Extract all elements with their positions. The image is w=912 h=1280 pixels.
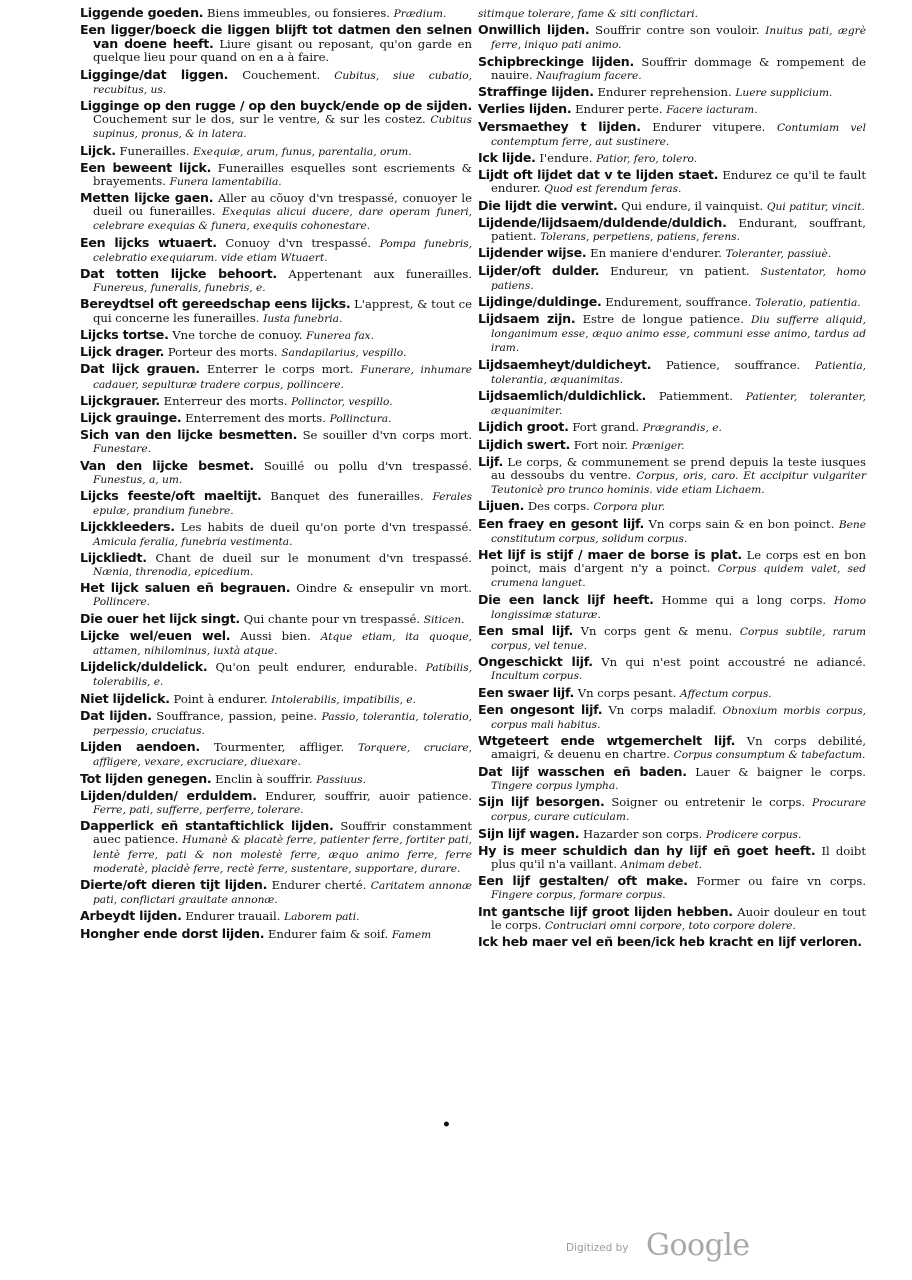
latin-equivalent: Prædium. (393, 8, 447, 20)
latin-equivalent: Laborem pati. (284, 911, 360, 924)
french-definition: Couchement. (242, 67, 321, 82)
french-definition: Liure gisant ou reposant, qu'on garde en quelque lieu pour quand on en a à faire. (93, 37, 472, 65)
headword: Ick lijde. (478, 149, 536, 165)
latin-equivalent: Famem (391, 928, 432, 941)
dictionary-entry (478, 703, 866, 732)
french-definition: Enterrement des morts. (185, 411, 326, 426)
headword: Lijdsaemheyt/duldicheyt. (478, 356, 652, 372)
dictionary-entry (80, 819, 472, 875)
latin-equivalent: Caritatem annonæ pati, conflictari grauitate annonæ. (93, 879, 473, 906)
latin-equivalent: Patienter, toleranter, æquanimiter. (491, 391, 867, 418)
french-definition: Endurer perte. (575, 102, 663, 117)
latin-equivalent: Passio, tolerantia, toleratio, perpessio, cruciatus. (93, 710, 472, 737)
dictionary-entry (478, 85, 866, 100)
headword: Hy is meer schuldich dan hy lijf eñ goet heeft. (478, 842, 816, 858)
latin-equivalent: Affectum corpus. (679, 687, 772, 700)
french-definition: Patiemment. (658, 389, 733, 404)
dictionary-entry (478, 765, 866, 793)
headword: Die lijdt die verwint. (478, 197, 618, 213)
dictionary-entry (80, 191, 472, 233)
headword: Dat lijf wasschen eñ baden. (478, 763, 687, 779)
french-definition: Vn qui n'est point accoustré ne adiancé. (601, 655, 866, 670)
headword: Die een lanck lijf heeft. (478, 591, 654, 607)
headword: Van den lijcke besmet. (80, 457, 254, 473)
french-definition: Se souiller d'vn corps mort. (302, 428, 473, 443)
headword: Het lijf is stijf / maer de borse is plat. (478, 547, 742, 563)
latin-equivalent: Naufragium facere. (536, 69, 642, 82)
dictionary-entry (478, 624, 866, 653)
latin-equivalent: Corpus subtile, rarum corpus, vel tenue. (491, 625, 866, 653)
headword: Een beweent lijck. (80, 159, 212, 175)
french-definition: Chant de dueil sur le monument d'vn trespassé. (155, 550, 472, 565)
dictionary-entry (80, 909, 472, 924)
headword: Lijdich swert. (478, 436, 570, 452)
headword: Versmaethey t lijden. (478, 118, 641, 134)
french-definition: I'endure. (539, 150, 593, 165)
dictionary-entry (80, 551, 472, 579)
french-definition: Funerailles esquelles sont escriements & brayements. (93, 160, 473, 188)
french-definition: En maniere d'endurer. (590, 246, 722, 261)
french-definition: Appertenant aux funerailles. (288, 267, 473, 282)
left-column (80, 6, 472, 944)
french-definition: Porteur des morts. (167, 345, 278, 360)
french-definition: Qu'on peult endurer, endurable. (215, 660, 418, 675)
french-definition: Vn corps sain & en bon poinct. (648, 516, 835, 531)
latin-equivalent: Siticen. (423, 613, 465, 626)
french-definition: Enclin à souffrir. (215, 771, 313, 786)
headword: Lijcke wel/euen wel. (80, 627, 231, 643)
headword: Lijf. (478, 454, 503, 469)
dictionary-entry (478, 593, 866, 622)
headword: Sijn lijf wagen. (478, 825, 580, 841)
latin-equivalent: Funestus, a, um. (93, 473, 183, 486)
headword: Lijuen. (478, 498, 525, 514)
dictionary-entry (478, 499, 866, 514)
headword: Onwillich lijden. (478, 22, 590, 38)
latin-equivalent: Luere supplicium. (735, 87, 833, 100)
headword: Lijdsaemlich/duldichlick. (478, 388, 647, 404)
headword: Ligginge op den rugge / op den buyck/ende op de sijden. (80, 98, 472, 114)
dictionary-entry (478, 312, 866, 355)
french-definition: Auoir douleur en tout le corps. (491, 904, 866, 932)
dictionary-entry (478, 548, 866, 590)
latin-equivalent: Sustentator, homo patiens. (491, 265, 866, 292)
dictionary-entry (80, 428, 472, 456)
headword: Lijcks tortse. (80, 326, 169, 342)
headword: Ligginge/dat liggen. (80, 66, 229, 82)
dictionary-entry (80, 99, 472, 141)
headword: Een smal lijf. (478, 622, 574, 638)
french-definition: Vn corps maladif. (608, 703, 717, 717)
headword: Lijcks feeste/oft maeltijt. (80, 488, 262, 504)
french-definition: Enterrer le corps mort. (206, 362, 354, 377)
dictionary-entry (80, 394, 472, 409)
french-definition: Tourmenter, affliger. (213, 740, 345, 755)
dictionary-entry (80, 345, 472, 360)
dictionary-entry (80, 267, 472, 295)
french-definition: Funerailles. (119, 143, 190, 158)
dictionary-entry (478, 874, 866, 902)
dictionary-entry (478, 795, 866, 824)
dictionary-entry (80, 6, 472, 21)
latin-equivalent: Pollinctura. (329, 413, 392, 426)
french-definition: Souillé ou pollu d'vn trespassé. (263, 458, 473, 473)
headword: Wtgeteert ende wtgemerchelt lijf. (478, 733, 736, 749)
headword: Sich van den lijcke besmetten. (80, 427, 298, 443)
headword: Lijden/dulden/ erduldem. (80, 787, 257, 803)
latin-equivalent: Qui patitur, vincit. (766, 200, 865, 213)
dictionary-entry (80, 144, 472, 159)
french-definition: Banquet des funerailles. (270, 489, 424, 504)
french-definition: Endurer trauail. (185, 909, 281, 924)
dictionary-entry (478, 905, 866, 933)
french-definition: Vne torche de conuoy. (172, 327, 303, 342)
latin-equivalent: Iusta funebria. (263, 312, 343, 325)
latin-equivalent: Cubitus supinus, pronus, & in latera. (93, 114, 472, 141)
latin-equivalent: Exequiæ, arum, funus, parentalia, orum. (193, 145, 412, 158)
latin-equivalent: Animam debet. (620, 858, 703, 871)
dictionary-entry (478, 168, 866, 196)
latin-equivalent: Pollinctor, vespillo. (291, 395, 393, 408)
french-definition: Vn corps debilité, amaigri, & deuenu en chartre. (491, 734, 867, 762)
headword: Sijn lijf besorgen. (478, 794, 605, 810)
latin-equivalent: Funerare, inhumare cadauer, sepulturæ tradere corpus, pollincere. (93, 364, 473, 391)
latin-equivalent: Ferre, pati, sufferre, perferre, tolerare. (93, 804, 304, 817)
dictionary-entry (478, 420, 866, 435)
french-definition: Le corps, & communement se prend depuis la teste iusques au dessoubs du ventre. (491, 455, 866, 483)
latin-equivalent: Diu sufferre aliquid, longanimum esse, æquo animo esse, communi esse animo, tardus ad iram. (491, 314, 867, 355)
latin-equivalent: Funereus, funeralis, funebris, e. (93, 282, 266, 295)
latin-equivalent: Torquere, cruciare, affligere, vexare, excruciare, diuexare. (93, 742, 472, 769)
headword: Lijck drager. (80, 344, 165, 360)
dictionary-entry (80, 68, 472, 97)
headword: Lijdsaem zijn. (478, 311, 576, 327)
french-definition: Endureur, vn patient. (610, 263, 750, 278)
dictionary-entry (80, 328, 472, 343)
dictionary-entry (80, 789, 472, 817)
headword: Lijdt oft lijdet dat v te lijden staet. (478, 167, 719, 183)
french-definition: Fort grand. (572, 420, 640, 435)
latin-equivalent: Pollincere. (93, 596, 150, 609)
dictionary-entry (478, 6, 866, 21)
dictionary-entry (478, 358, 866, 387)
french-definition: Il doibt plus qu'il n'a vaillant. (491, 843, 867, 871)
headword: Lijdich groot. (478, 419, 569, 435)
dictionary-entry (80, 692, 472, 707)
dictionary-entry (80, 236, 472, 265)
dictionary-entry (80, 927, 472, 942)
french-definition: Qui chante pour vn trespassé. (243, 611, 421, 626)
latin-equivalent: Intolerabilis, impatibilis, e. (271, 693, 416, 706)
dictionary-entry (478, 199, 866, 214)
latin-equivalent: Patior, fero, tolero. (596, 152, 698, 165)
headword: Lijck. (80, 142, 116, 158)
google-logo: Google (646, 1228, 750, 1263)
headword: Een fraey en gesont lijf. (478, 515, 645, 531)
french-definition: Hazarder son corps. (583, 826, 703, 841)
digitized-by-text: Digitized by (566, 1242, 629, 1254)
french-definition: Enterreur des morts. (163, 393, 288, 408)
latin-equivalent: Prodicere corpus. (705, 828, 802, 841)
french-definition: Endurement, souffrance. (605, 294, 752, 309)
headword: Lijck grauinge. (80, 410, 182, 426)
french-definition: L'apprest, & tout ce qui concerne les funerailles. (93, 297, 472, 325)
dictionary-entry (478, 389, 866, 418)
latin-equivalent: Bene constitutum corpus, solidum corpus. (491, 518, 867, 545)
dictionary-entry (478, 517, 866, 546)
french-definition: Vn corps gent & menu. (580, 623, 733, 638)
headword: Ongeschickt lijf. (478, 654, 593, 670)
dictionary-entry (478, 295, 866, 310)
dictionary-entry (478, 216, 866, 244)
headword: Het lijck saluen eñ begrauen. (80, 580, 291, 596)
headword: Dapperlick eñ stantaftichlick lijden. (80, 818, 334, 834)
headword: Schipbreckinge lijden. (478, 53, 635, 69)
latin-equivalent: Funestare. (93, 443, 151, 456)
dictionary-entry (478, 55, 866, 83)
latin-equivalent: Ferales epulæ, prandium funebre. (93, 491, 473, 518)
headword: Lijckgrauer. (80, 392, 160, 408)
latin-equivalent: Præniger. (631, 439, 685, 452)
headword: Lijdender wijse. (478, 245, 587, 261)
dictionary-entry (478, 935, 866, 950)
dictionary-entry (80, 459, 472, 487)
latin-equivalent: Homo longissimæ staturæ. (491, 594, 867, 621)
french-definition: Endurer faim & soif. (267, 926, 389, 941)
right-column (478, 6, 866, 952)
french-definition: Couchement sur le dos, sur le ventre, & sur les costez. (93, 112, 426, 127)
dictionary-entry (80, 489, 472, 518)
french-definition: Endurer vitupere. (652, 119, 766, 134)
latin-equivalent: Amicula feralia, funebria vestimenta. (93, 535, 293, 548)
latin-equivalent: Incultum corpus. (491, 670, 583, 683)
headword: Lijckliedt. (80, 549, 147, 565)
latin-equivalent: Funera lamentabilia. (169, 175, 282, 188)
french-definition: Souffrir dommage & rompement de nauire. (491, 54, 866, 82)
dictionary-entry (80, 520, 472, 548)
latin-equivalent: Fingere corpus, formare corpus. (491, 889, 666, 902)
french-definition: Soigner ou entretenir le corps. (611, 795, 806, 810)
latin-equivalent: Facere iacturam. (666, 104, 758, 117)
headword: Arbeydt lijden. (80, 908, 182, 924)
french-definition: Souffrir constamment auec patience. (93, 819, 472, 847)
latin-equivalent: Tolerans, perpetiens, patiens, ferens. (540, 231, 740, 243)
dictionary-entry (80, 581, 472, 609)
french-definition: Lauer & baigner le corps. (695, 764, 866, 779)
french-definition: Endurez ce qu'il te fault endurer. (491, 168, 866, 196)
headword: Bereydtsel oft gereedschap eens lijcks. (80, 296, 351, 312)
dictionary-entry (80, 612, 472, 627)
latin-equivalent: Procurare corpus, curare cuticulam. (491, 797, 867, 824)
dictionary-entry (478, 734, 866, 762)
latin-equivalent: Toleratio, patientia. (755, 296, 861, 309)
headword: Straffinge lijden. (478, 84, 594, 100)
latin-equivalent: Patibilis, tolerabilis, e. (93, 662, 473, 689)
dictionary-entry (80, 411, 472, 426)
french-definition: Homme qui a long corps. (661, 592, 827, 607)
dictionary-entry (478, 23, 866, 52)
headword: Een ongesont lijf. (478, 702, 603, 717)
dictionary-entry (478, 844, 866, 872)
headword: Liggende goeden. (80, 5, 204, 20)
french-definition: Biens immeubles, ou fonsieres. (207, 6, 390, 20)
dictionary-entry (80, 660, 472, 689)
headword: Een lijf gestalten/ oft make. (478, 873, 688, 889)
french-definition: Le corps est en bon poinct, mais d'argent n'y a poinct. (491, 548, 866, 576)
headword: Dierte/oft dieren tijt lijden. (80, 876, 268, 892)
dictionary-entry (478, 438, 866, 453)
french-definition: Souffrance, passion, peine. (156, 708, 318, 723)
dictionary-entry (80, 23, 472, 65)
french-definition: Souffrir contre son vouloir. (595, 23, 760, 38)
latin-equivalent: sitimque tolerare, fame & siti conflictari. (478, 8, 698, 20)
dictionary-entry (80, 740, 472, 769)
latin-equivalent: Toleranter, passiuè. (725, 248, 832, 261)
headword: Dat lijden. (80, 707, 152, 723)
headword: Metten lijcke gaen. (80, 190, 214, 206)
latin-equivalent: Humanè & placatè ferre, patienter ferre, fortiter pati, lentè ferre, pati & non molestè ferre, æquo animo ferre, ferre moderatè, placidè ferre, rectè ferre, sustentare, supportare, durare. (93, 834, 473, 875)
french-definition: Aller au cõuoy d'vn trespassé, conuoyer le dueil ou funerailles. (93, 191, 472, 219)
french-definition: Oindre & ensepulir vn mort. (296, 581, 472, 596)
french-definition: Fort noir. (573, 437, 629, 452)
headword: Lijckkleeders. (80, 519, 175, 535)
headword: Niet lijdelick. (80, 690, 170, 706)
headword: Een ligger/boeck die liggen blijft tot datmen den selnen van doene heeft. (80, 22, 472, 52)
latin-equivalent: Quod est ferendum feras. (544, 183, 682, 196)
headword: Lijdinge/duldinge. (478, 293, 602, 309)
latin-equivalent: Pompa funebris, celebratio exequiarum. vide etiam Wtuaert. (93, 237, 473, 264)
headword: Dat lijck grauen. (80, 361, 200, 377)
dictionary-entry (80, 709, 472, 738)
french-definition: Les habits de dueil qu'on porte d'vn trespassé. (180, 520, 473, 535)
latin-equivalent: Inuitus pati, ægrè ferre, iniquo pati animo. (491, 25, 866, 52)
headword: Die ouer het lijck singt. (80, 610, 240, 626)
french-definition: Point à endurer. (173, 691, 268, 706)
latin-equivalent: Passiuus. (316, 773, 366, 786)
dictionary-entry (80, 161, 472, 189)
latin-equivalent: Contumiam vel contemptum ferre, aut sustinere. (491, 121, 866, 148)
latin-equivalent: Cubitus, siue cubatio, recubitus, us. (93, 69, 473, 96)
dictionary-entry (478, 151, 866, 166)
headword: Tot lijden genegen. (80, 770, 212, 786)
dictionary-entry (478, 264, 866, 293)
headword: Hongher ende dorst lijden. (80, 925, 265, 941)
latin-equivalent: Corpora plur. (593, 501, 666, 514)
latin-equivalent: Prægrandis, e. (642, 422, 722, 435)
headword: Ick heb maer vel eñ been/ick heb kracht en lijf verloren. (478, 933, 862, 949)
dictionary-entry (478, 655, 866, 683)
latin-equivalent: Corpus consumptum & tabefactum. (673, 749, 866, 762)
headword: Lijder/oft dulder. (478, 262, 600, 278)
dictionary-entry (478, 120, 866, 149)
page-mark: • (442, 1117, 451, 1133)
dictionary-entry (80, 362, 472, 391)
french-definition: Patience, souffrance. (666, 357, 801, 372)
french-definition: Endurant, souffrant, patient. (491, 215, 866, 243)
french-definition: Endurer reprehension. (597, 85, 732, 100)
headword: Een swaer lijf. (478, 684, 575, 700)
latin-equivalent: Obnoxium morbis corpus, corpus mali habitus. (491, 705, 867, 732)
french-definition: Aussi bien. (240, 628, 311, 643)
latin-equivalent: Contruciari omni corpore, toto corpore dolere. (545, 919, 796, 932)
latin-equivalent: Tingere corpus lympha. (491, 779, 619, 792)
french-definition: Estre de longue patience. (582, 312, 744, 327)
latin-equivalent: Funerea fax. (306, 329, 374, 342)
dictionary-entry (478, 102, 866, 117)
french-definition: Des corps. (527, 499, 590, 514)
latin-equivalent: Corpus, oris, caro. Et accipitur vulgariter Teutonicè pro trunco hominis. vide etiam Lichaem. (491, 470, 867, 497)
dictionary-entry (80, 878, 472, 907)
dictionary-entry (80, 629, 472, 658)
dictionary-entry (80, 772, 472, 787)
digitization-watermark (566, 1228, 756, 1268)
dictionary-entry (478, 246, 866, 261)
dictionary-entry (478, 827, 866, 842)
french-definition: Qui endure, il vainquist. (621, 198, 764, 213)
latin-equivalent: Atque etiam, ita quoque, attamen, nihilominus, iuxtà atque. (93, 630, 473, 657)
latin-equivalent: Sandapilarius, vespillo. (281, 347, 407, 360)
headword: Lijden aendoen. (80, 739, 200, 755)
dictionary-entry (478, 455, 866, 497)
dictionary-entry (478, 686, 866, 701)
headword: Een lijcks wtuaert. (80, 234, 217, 250)
french-definition: Former ou faire vn corps. (696, 874, 867, 889)
headword: Verlies lijden. (478, 101, 572, 117)
latin-equivalent: Nænia, threnodia, epicedium. (93, 565, 254, 578)
latin-equivalent: Exequias alicui ducere, dare operam funeri, celebrare exequias & funera, exequiis cohonestare. (93, 206, 472, 233)
headword: Lijdelick/duldelick. (80, 659, 208, 675)
french-definition: Endurer, souffrir, auoir patience. (265, 788, 473, 803)
french-definition: Conuoy d'vn trespassé. (225, 235, 372, 250)
latin-equivalent: Patientia, tolerantia, æquanimitas. (491, 359, 867, 386)
headword: Lijdende/lijdsaem/duldende/duldich. (478, 214, 727, 230)
headword: Dat totten lijcke behoort. (80, 266, 277, 282)
headword: Int gantsche lijf groot lijden hebben. (478, 903, 733, 919)
french-definition: Vn corps pesant. (577, 685, 677, 700)
french-definition: Endurer cherté. (271, 877, 367, 892)
latin-equivalent: Corpus quidem valet, sed crumena languet. (491, 563, 866, 590)
dictionary-entry (80, 297, 472, 325)
